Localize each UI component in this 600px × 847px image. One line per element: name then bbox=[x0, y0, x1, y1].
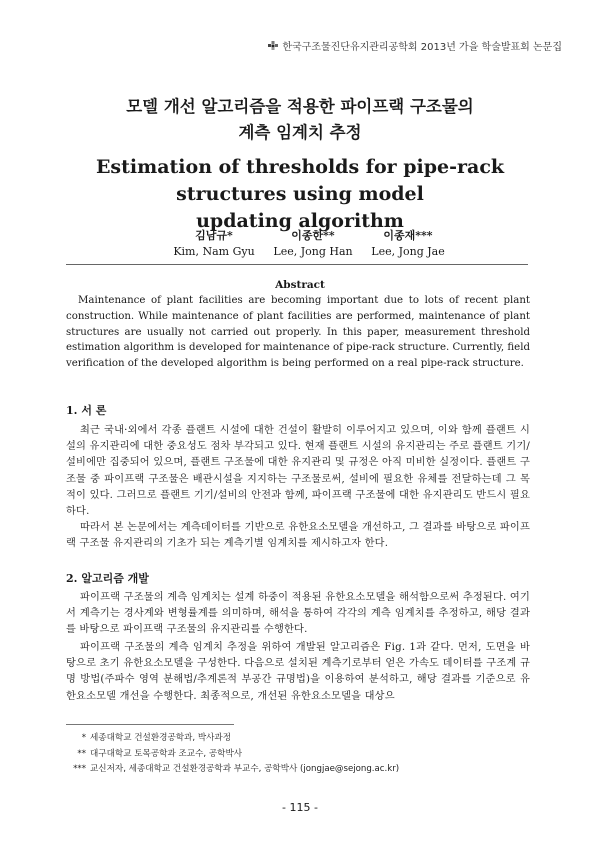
footnote-mark: *** bbox=[73, 764, 86, 774]
author-korean-name: 김남규* bbox=[195, 229, 233, 242]
conference-logo-icon bbox=[268, 41, 278, 50]
korean-title-line1: 모델 개선 알고리즘을 적용한 파이프랙 구조물의 bbox=[126, 97, 474, 116]
author-korean-name: 이종한** bbox=[291, 229, 335, 242]
footnote-mark: ** bbox=[77, 748, 86, 759]
abstract-text: Maintenance of plant facilities are becoming important due to lots of recent plant construction. While maintenance of plant facilities are performed, maintenance of plant structures are usually not carried out properly. In this paper, measurement threshold estimation algorithm is developed for maintenance of pipe-rack structure. Currently, field verification of the developed algorithm is being performed on a real pipe-rack structure. bbox=[66, 295, 530, 370]
footnote-text: 대구대학교 토목공학과 조교수, 공학박사 bbox=[90, 748, 243, 759]
section-1-heading: 1. 서 론 bbox=[66, 404, 107, 417]
korean-title bbox=[0, 94, 600, 146]
author-3 bbox=[348, 228, 468, 260]
author-english-name: Kim, Nam Gyu bbox=[173, 245, 255, 258]
footnote-2 bbox=[66, 747, 399, 763]
english-title-line1: Estimation of thresholds for pipe-rack structures using model bbox=[95, 156, 505, 205]
footnote-3 bbox=[66, 762, 399, 778]
english-title-line2: updating algorithm bbox=[196, 210, 404, 232]
title-divider bbox=[66, 264, 528, 265]
abstract-heading: Abstract bbox=[275, 279, 325, 291]
page-number: - 115 - bbox=[282, 801, 318, 814]
footnote-text: 교신저자, 세종대학교 건설환경공학과 부교수, 공학박사 (jongjae@sejong.ac.kr) bbox=[90, 764, 400, 774]
footnotes bbox=[66, 731, 399, 778]
author-english-name: Lee, Jong Jae bbox=[371, 245, 445, 258]
footnote-1 bbox=[66, 731, 399, 747]
section-2-heading: 2. 알고리즘 개발 bbox=[66, 572, 149, 585]
author-korean-name: 이종재*** bbox=[383, 229, 433, 242]
footnote-text: 세종대학교 건설환경공학과, 박사과정 bbox=[90, 733, 232, 743]
english-title bbox=[40, 154, 560, 235]
section-1-paragraph-2: 따라서 본 논문에서는 계측데이터를 기반으로 유한요소모델을 개선하고, 그 결과를 바탕으로 파이프랙 구조물 유지관리의 기초가 되는 계측기별 임계치를 제시하고자 한다. bbox=[66, 522, 530, 550]
running-header bbox=[268, 38, 562, 53]
section-2-paragraph-1: 파이프랙 구조물의 계측 임계치는 설계 하중이 적용된 유한요소모델을 해석함으로써 추정된다. 여기서 계측기는 경사계와 변형률계를 의미하며, 해석을 통하여 각각의 계측 임계치를 추정하고, 해당 결과를 바탕으로 파이프랙 구조물의 유지관리를 수행한다. bbox=[66, 592, 530, 636]
author-english-name: Lee, Jong Han bbox=[273, 245, 353, 258]
section-2-paragraph-2: 파이프랙 구조물의 계측 임계치 추정을 위하여 개발된 알고리즘은 Fig. 1과 같다. 먼저, 도면을 바탕으로 초기 유한요소모델을 구성한다. 다음으로 설치된 계측기로부터 얻은 가속도 데이터를 구조계 규명 방법(주파수 영역 분해법/추계론적 부공간 규명법)을 이용하여 분석하고, 해당 결과를 기준으로 유한요소모델 개선을 수행한다. 최종적으로, 개선된 유한요소모델을 대상으 bbox=[66, 642, 530, 702]
section-1-paragraph-1: 최근 국내·외에서 각종 플랜트 시설에 대한 건설이 활발히 이루어지고 있으며, 이와 함께 플랜트 시설의 유지관리에 대한 중요성도 점차 부각되고 있다. 현재 플랜트 시설의 유지관리는 주로 플랜트 기기/설비에만 집중되어 있으며, 플랜트 구조물에 대한 유지관리 및 규정은 아직 미비한 실정이다. 플랜트 구조물 중 파이프랙 구조물은 배관시설을 지지하는 구조물로써, 설비에 필요한 유체를 전달하는데 그 목적이 있다. 그러므로 플랜트 기기/설비의 안전과 함께, 파이프랙 구조물에 대한 유지관리도 반드시 필요하다. bbox=[66, 425, 530, 518]
korean-title-line2: 계측 임계치 추정 bbox=[238, 123, 362, 142]
footnote-mark: * bbox=[81, 733, 86, 743]
footnote-divider bbox=[66, 724, 234, 725]
conference-name: 한국구조물진단유지관리공학회 2013년 가을 학술발표회 논문집 bbox=[282, 42, 562, 53]
